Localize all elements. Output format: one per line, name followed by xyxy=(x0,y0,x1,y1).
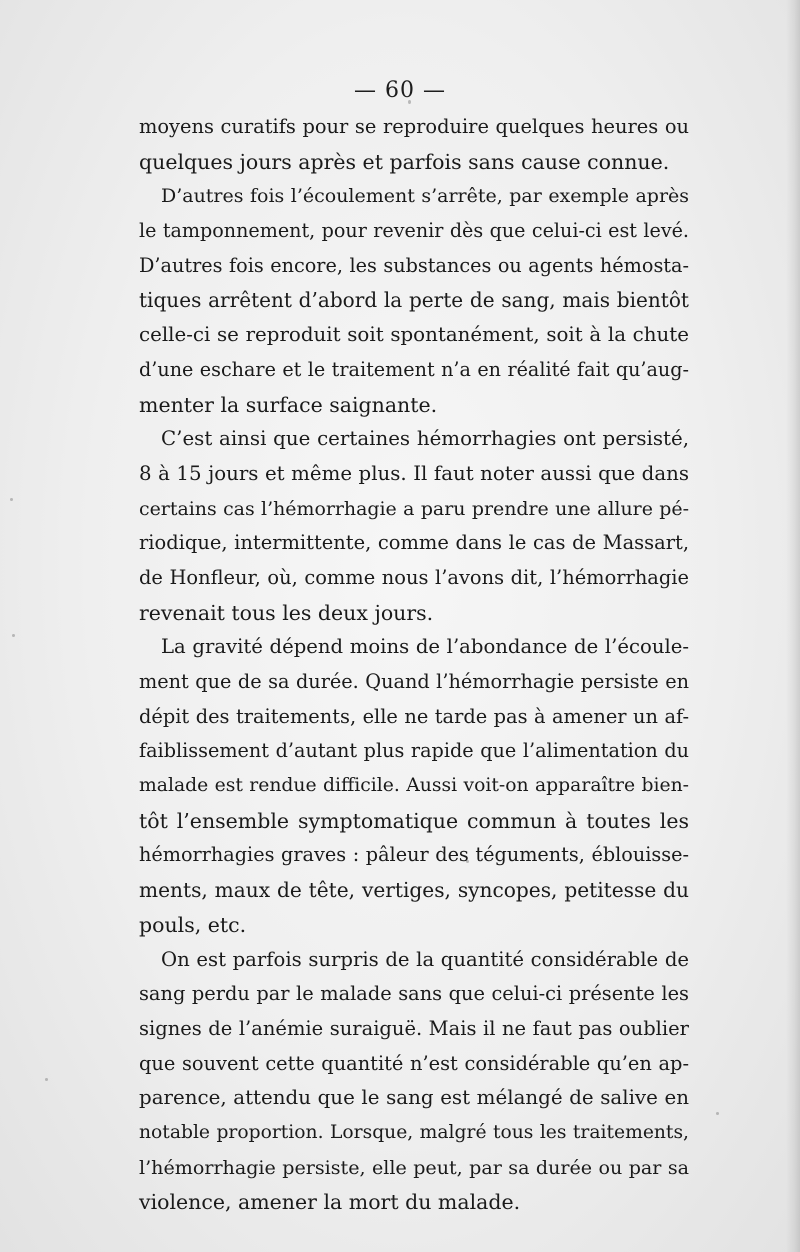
paper-speck xyxy=(10,498,13,501)
text-line: hémorrhagies graves : pâleur des téguments, éblouisse- xyxy=(139,843,689,867)
text-line: La gravité dépend moins de l’abondance de l’écoule- xyxy=(161,635,689,659)
paper-speck xyxy=(45,1078,48,1081)
text-line: ments, maux de tête, vertiges, syncopes, petitesse du xyxy=(139,878,689,903)
text-line: violence, amener la mort du malade. xyxy=(139,1190,521,1215)
paper-speck xyxy=(12,634,15,637)
text-line: le tamponnement, pour revenir dès que celui-ci est levé. xyxy=(139,219,689,243)
text-line: certains cas l’hémorrhagie a paru prendre une allure pé- xyxy=(139,497,689,520)
text-line: de Honfleur, où, comme nous l’avons dit, l’hémorrhagie xyxy=(139,565,689,589)
text-line: menter la surface saignante. xyxy=(139,392,438,417)
paper-speck xyxy=(716,1112,719,1115)
text-line: moyens curatifs pour se reproduire quelques heures ou xyxy=(139,115,689,138)
text-line: 8 à 15 jours et même plus. Il faut noter aussi que dans xyxy=(139,461,689,485)
body-text xyxy=(139,110,689,1220)
text-line: tiques arrêtent d’abord la perte de sang, mais bientôt xyxy=(139,288,689,313)
text-line: pouls, etc. xyxy=(139,912,247,937)
page-number: — 60 — xyxy=(354,78,446,103)
text-line: quelques jours après et parfois sans cause connue. xyxy=(139,149,670,174)
text-line: dépit des traitements, elle ne tarde pas à amener un af- xyxy=(139,704,689,728)
text-line: d’une eschare et le traitement n’a en réalité fait qu’aug- xyxy=(139,357,689,381)
text-line: sang perdu par le malade sans que celui-ci présente les xyxy=(139,982,689,1006)
text-line: revenait tous les deux jours. xyxy=(139,600,434,625)
text-line: C’est ainsi que certaines hémorrhagies ont persisté, xyxy=(161,427,689,451)
text-line: faiblissement d’autant plus rapide que l’alimentation du xyxy=(139,739,689,763)
text-line: notable proportion. Lorsque, malgré tous les traitements, xyxy=(139,1121,689,1143)
page-edge-shadow xyxy=(786,0,800,1252)
text-line: parence, attendu que le sang est mélangé de salive en xyxy=(139,1086,689,1110)
text-line: celle-ci se reproduit soit spontanément, soit à la chute xyxy=(139,323,689,347)
text-line: D’autres fois l’écoulement s’arrête, par exemple après xyxy=(161,185,689,208)
text-line: malade est rendue difficile. Aussi voit-on apparaître bien- xyxy=(139,775,689,797)
text-line: ment que de sa durée. Quand l’hémorrhagie persiste en xyxy=(139,670,689,693)
text-line: On est parfois surpris de la quantité considérable de xyxy=(161,947,689,971)
text-line: riodique, intermittente, comme dans le cas de Massart, xyxy=(139,531,689,555)
text-line: signes de l’anémie suraiguë. Mais il ne faut pas oublier xyxy=(139,1016,689,1040)
text-line: que souvent cette quantité n’est considérable qu’en ap- xyxy=(139,1051,689,1075)
text-line: l’hémorrhagie persiste, elle peut, par sa durée ou par sa xyxy=(139,1155,689,1179)
text-line: D’autres fois encore, les substances ou agents hémosta- xyxy=(139,253,689,277)
text-line: tôt l’ensemble symptomatique commun à toutes les xyxy=(139,808,689,833)
